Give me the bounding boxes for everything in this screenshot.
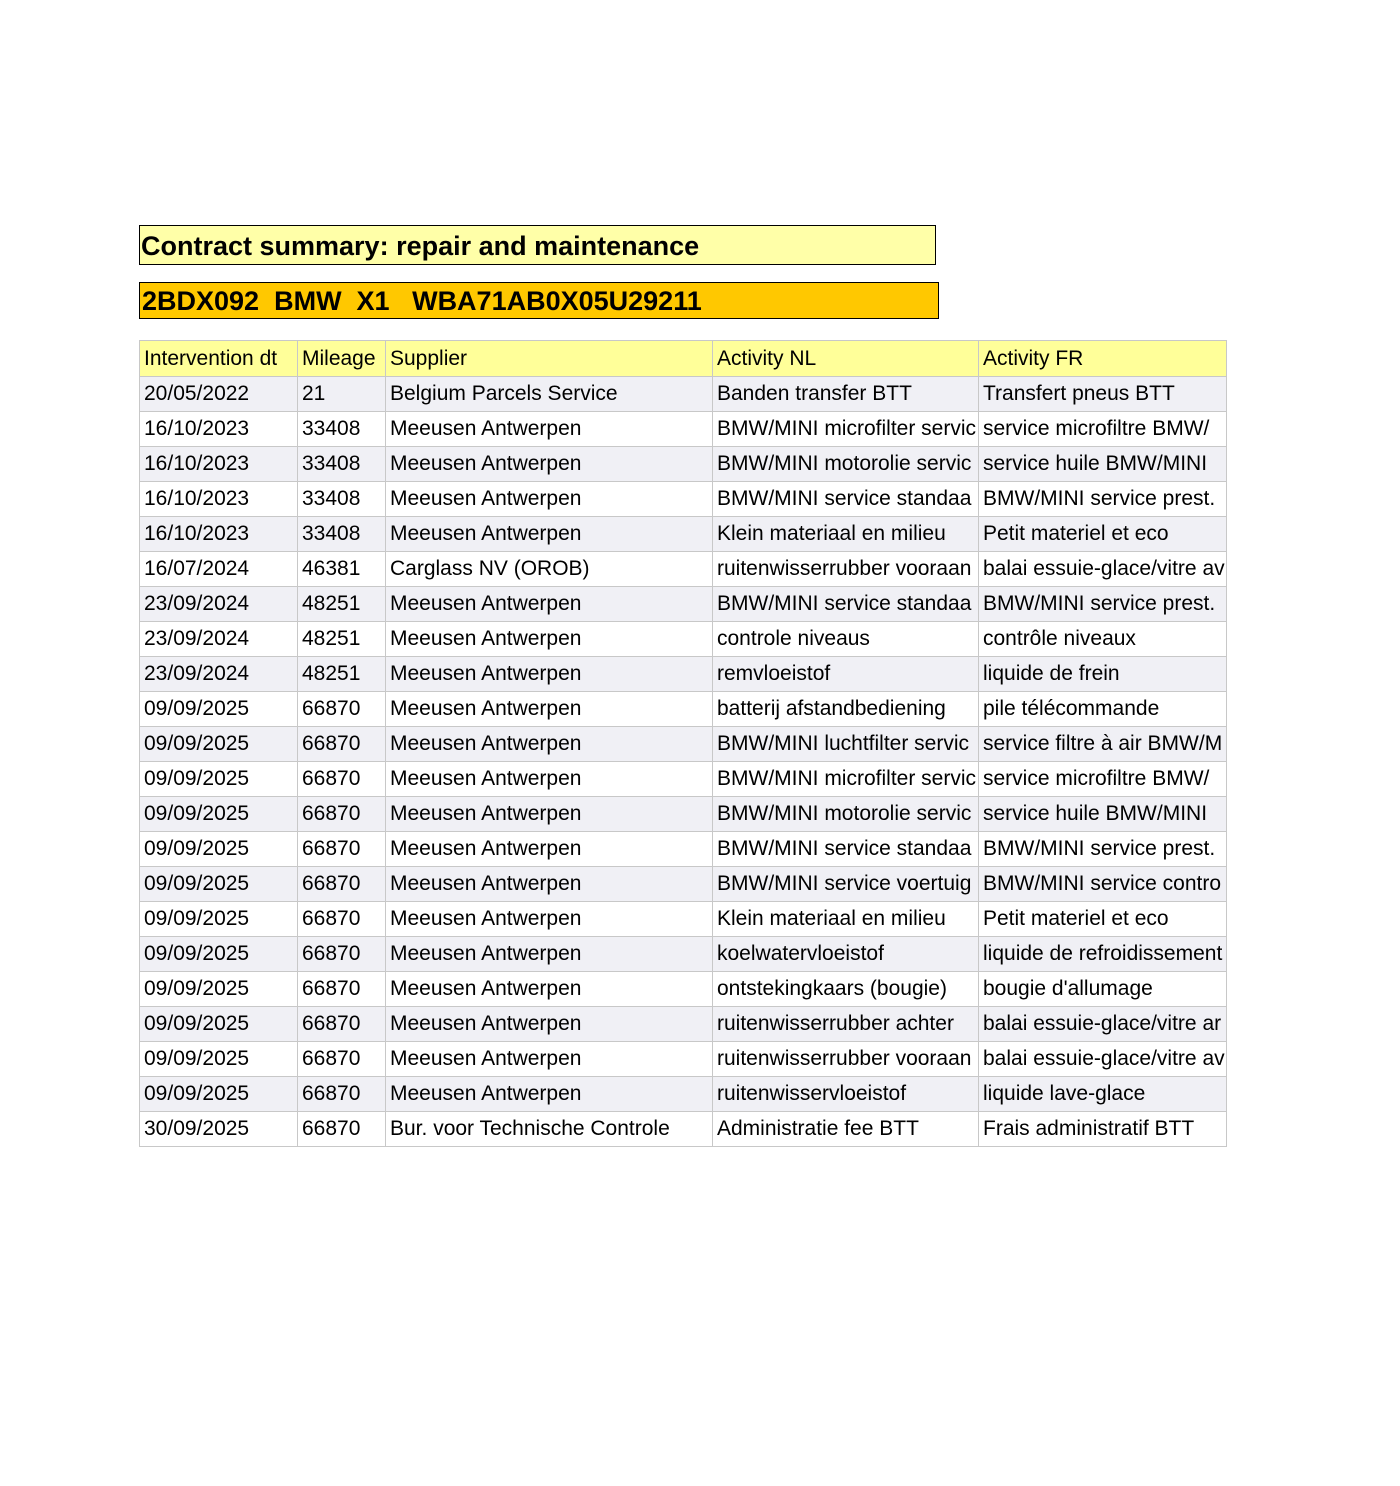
- activity-fr-cell: liquide de refroidissement: [979, 937, 1227, 972]
- supplier-cell: Meeusen Antwerpen: [386, 762, 713, 797]
- activity-nl-cell: ontstekingkaars (bougie): [713, 972, 979, 1007]
- interventions-table: [139, 340, 1227, 1147]
- mileage-cell: 66870: [298, 867, 386, 902]
- table-header-row: [140, 341, 1227, 377]
- activity-nl-cell: batterij afstandbediening: [713, 692, 979, 727]
- activity-fr-cell: Petit materiel et eco: [979, 902, 1227, 937]
- intervention-date-cell: 09/09/2025: [140, 727, 298, 762]
- table-row: [140, 727, 1227, 762]
- intervention-date-cell: 09/09/2025: [140, 762, 298, 797]
- mileage-cell: 66870: [298, 727, 386, 762]
- intervention-date-cell: 09/09/2025: [140, 972, 298, 1007]
- intervention-date-cell: 16/07/2024: [140, 552, 298, 587]
- supplier-cell: Meeusen Antwerpen: [386, 412, 713, 447]
- activity-fr-cell: service microfiltre BMW/: [979, 762, 1227, 797]
- intervention-date-cell: 16/10/2023: [140, 412, 298, 447]
- activity-nl-cell: Banden transfer BTT: [713, 377, 979, 412]
- mileage-cell: 33408: [298, 412, 386, 447]
- mileage-cell: 66870: [298, 972, 386, 1007]
- supplier-cell: Meeusen Antwerpen: [386, 587, 713, 622]
- activity-nl-cell: Klein materiaal en milieu: [713, 517, 979, 552]
- mileage-cell: 66870: [298, 1007, 386, 1042]
- supplier-cell: Meeusen Antwerpen: [386, 622, 713, 657]
- supplier-cell: Meeusen Antwerpen: [386, 482, 713, 517]
- intervention-date-cell: 09/09/2025: [140, 832, 298, 867]
- intervention-date-cell: 16/10/2023: [140, 517, 298, 552]
- table-row: [140, 797, 1227, 832]
- column-header-intervention-date: Intervention dt: [140, 341, 298, 377]
- activity-nl-cell: BMW/MINI motorolie servic: [713, 447, 979, 482]
- activity-nl-cell: BMW/MINI microfilter servic: [713, 412, 979, 447]
- supplier-cell: Belgium Parcels Service: [386, 377, 713, 412]
- intervention-date-cell: 09/09/2025: [140, 1077, 298, 1112]
- activity-fr-cell: balai essuie-glace/vitre av: [979, 552, 1227, 587]
- activity-fr-cell: contrôle niveaux: [979, 622, 1227, 657]
- supplier-cell: Meeusen Antwerpen: [386, 1077, 713, 1112]
- contract-title: Contract summary: repair and maintenance: [139, 225, 936, 265]
- mileage-cell: 66870: [298, 797, 386, 832]
- table-row: [140, 972, 1227, 1007]
- activity-fr-cell: bougie d'allumage: [979, 972, 1227, 1007]
- table-row: [140, 692, 1227, 727]
- intervention-date-cell: 16/10/2023: [140, 447, 298, 482]
- intervention-date-cell: 09/09/2025: [140, 1007, 298, 1042]
- activity-fr-cell: service huile BMW/MINI: [979, 797, 1227, 832]
- activity-nl-cell: Klein materiaal en milieu: [713, 902, 979, 937]
- table-row: [140, 412, 1227, 447]
- table-row: [140, 902, 1227, 937]
- intervention-date-cell: 09/09/2025: [140, 1042, 298, 1077]
- activity-fr-cell: BMW/MINI service prest.: [979, 832, 1227, 867]
- activity-fr-cell: Petit materiel et eco: [979, 517, 1227, 552]
- intervention-date-cell: 09/09/2025: [140, 797, 298, 832]
- supplier-cell: Meeusen Antwerpen: [386, 447, 713, 482]
- activity-nl-cell: ruitenwisserrubber vooraan: [713, 552, 979, 587]
- column-header-activity-fr: Activity FR: [979, 341, 1227, 377]
- activity-nl-cell: BMW/MINI microfilter servic: [713, 762, 979, 797]
- intervention-date-cell: 09/09/2025: [140, 867, 298, 902]
- column-header-mileage: Mileage: [298, 341, 386, 377]
- supplier-cell: Carglass NV (OROB): [386, 552, 713, 587]
- activity-nl-cell: BMW/MINI motorolie servic: [713, 797, 979, 832]
- supplier-cell: Meeusen Antwerpen: [386, 972, 713, 1007]
- activity-fr-cell: service huile BMW/MINI: [979, 447, 1227, 482]
- activity-fr-cell: service filtre à air BMW/M: [979, 727, 1227, 762]
- supplier-cell: Meeusen Antwerpen: [386, 832, 713, 867]
- table-row: [140, 1112, 1227, 1147]
- intervention-date-cell: 23/09/2024: [140, 657, 298, 692]
- intervention-date-cell: 30/09/2025: [140, 1112, 298, 1147]
- activity-nl-cell: remvloeistof: [713, 657, 979, 692]
- mileage-cell: 21: [298, 377, 386, 412]
- table-row: [140, 762, 1227, 797]
- supplier-cell: Meeusen Antwerpen: [386, 517, 713, 552]
- table-row: [140, 622, 1227, 657]
- mileage-cell: 66870: [298, 692, 386, 727]
- table-row: [140, 587, 1227, 622]
- activity-fr-cell: BMW/MINI service prest.: [979, 587, 1227, 622]
- supplier-cell: Meeusen Antwerpen: [386, 797, 713, 832]
- table-row: [140, 867, 1227, 902]
- supplier-cell: Meeusen Antwerpen: [386, 902, 713, 937]
- table-row: [140, 1077, 1227, 1112]
- activity-fr-cell: BMW/MINI service contro: [979, 867, 1227, 902]
- mileage-cell: 66870: [298, 937, 386, 972]
- activity-fr-cell: liquide de frein: [979, 657, 1227, 692]
- supplier-cell: Meeusen Antwerpen: [386, 937, 713, 972]
- activity-fr-cell: Transfert pneus BTT: [979, 377, 1227, 412]
- activity-nl-cell: BMW/MINI service standaa: [713, 832, 979, 867]
- mileage-cell: 66870: [298, 1077, 386, 1112]
- column-header-supplier: Supplier: [386, 341, 713, 377]
- table-row: [140, 517, 1227, 552]
- table-body: [140, 377, 1227, 1147]
- table-row: [140, 377, 1227, 412]
- mileage-cell: 66870: [298, 902, 386, 937]
- table-row: [140, 482, 1227, 517]
- supplier-cell: Meeusen Antwerpen: [386, 867, 713, 902]
- activity-fr-cell: balai essuie-glace/vitre av: [979, 1042, 1227, 1077]
- table-row: [140, 832, 1227, 867]
- activity-fr-cell: Frais administratif BTT: [979, 1112, 1227, 1147]
- activity-nl-cell: ruitenwisserrubber achter: [713, 1007, 979, 1042]
- supplier-cell: Meeusen Antwerpen: [386, 727, 713, 762]
- supplier-cell: Meeusen Antwerpen: [386, 692, 713, 727]
- activity-fr-cell: balai essuie-glace/vitre ar: [979, 1007, 1227, 1042]
- activity-nl-cell: BMW/MINI service voertuig: [713, 867, 979, 902]
- supplier-cell: Bur. voor Technische Controle: [386, 1112, 713, 1147]
- activity-nl-cell: controle niveaus: [713, 622, 979, 657]
- intervention-date-cell: 23/09/2024: [140, 622, 298, 657]
- activity-fr-cell: liquide lave-glace: [979, 1077, 1227, 1112]
- mileage-cell: 33408: [298, 517, 386, 552]
- intervention-date-cell: 16/10/2023: [140, 482, 298, 517]
- activity-fr-cell: BMW/MINI service prest.: [979, 482, 1227, 517]
- supplier-cell: Meeusen Antwerpen: [386, 1007, 713, 1042]
- intervention-date-cell: 09/09/2025: [140, 902, 298, 937]
- supplier-cell: Meeusen Antwerpen: [386, 1042, 713, 1077]
- activity-nl-cell: koelwatervloeistof: [713, 937, 979, 972]
- mileage-cell: 66870: [298, 832, 386, 867]
- table-row: [140, 1007, 1227, 1042]
- intervention-date-cell: 20/05/2022: [140, 377, 298, 412]
- mileage-cell: 48251: [298, 587, 386, 622]
- intervention-date-cell: 09/09/2025: [140, 937, 298, 972]
- intervention-date-cell: 23/09/2024: [140, 587, 298, 622]
- mileage-cell: 66870: [298, 1042, 386, 1077]
- mileage-cell: 66870: [298, 762, 386, 797]
- column-header-activity-nl: Activity NL: [713, 341, 979, 377]
- mileage-cell: 48251: [298, 622, 386, 657]
- intervention-date-cell: 09/09/2025: [140, 692, 298, 727]
- activity-nl-cell: Administratie fee BTT: [713, 1112, 979, 1147]
- activity-nl-cell: BMW/MINI service standaa: [713, 587, 979, 622]
- table-row: [140, 1042, 1227, 1077]
- mileage-cell: 46381: [298, 552, 386, 587]
- mileage-cell: 48251: [298, 657, 386, 692]
- table-row: [140, 447, 1227, 482]
- activity-nl-cell: BMW/MINI service standaa: [713, 482, 979, 517]
- mileage-cell: 33408: [298, 482, 386, 517]
- activity-nl-cell: ruitenwisservloeistof: [713, 1077, 979, 1112]
- activity-nl-cell: ruitenwisserrubber vooraan: [713, 1042, 979, 1077]
- activity-fr-cell: service microfiltre BMW/: [979, 412, 1227, 447]
- activity-fr-cell: pile télécommande: [979, 692, 1227, 727]
- vehicle-identifier: 2BDX092 BMW X1 WBA71AB0X05U29211: [139, 282, 939, 319]
- activity-nl-cell: BMW/MINI luchtfilter servic: [713, 727, 979, 762]
- mileage-cell: 33408: [298, 447, 386, 482]
- table-row: [140, 937, 1227, 972]
- table-row: [140, 552, 1227, 587]
- supplier-cell: Meeusen Antwerpen: [386, 657, 713, 692]
- table-row: [140, 657, 1227, 692]
- mileage-cell: 66870: [298, 1112, 386, 1147]
